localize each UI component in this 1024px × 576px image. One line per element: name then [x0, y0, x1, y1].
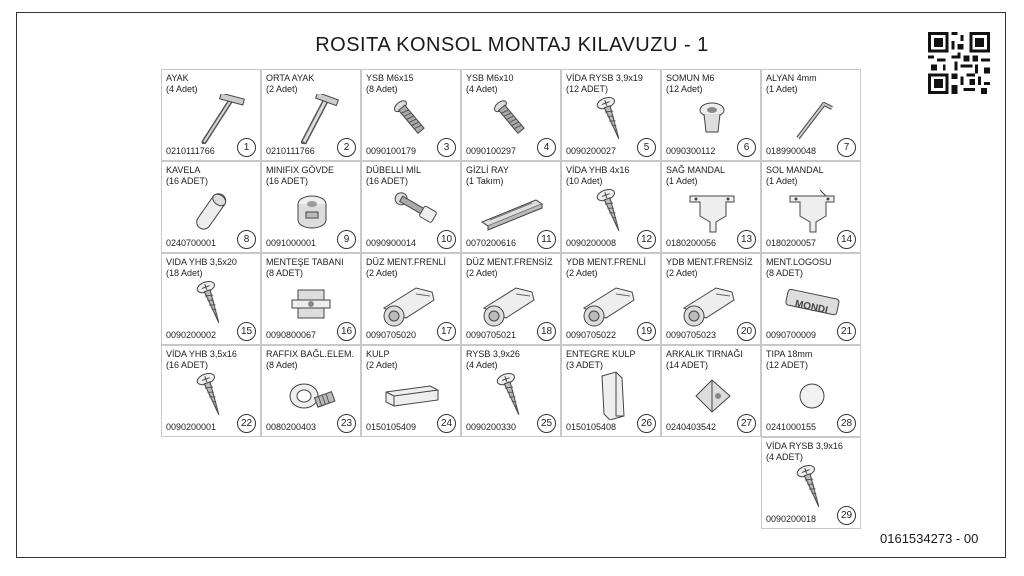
part-number: 15: [237, 322, 256, 341]
part-quantity: (2 Adet): [366, 268, 398, 278]
screw-icon: [576, 186, 648, 236]
part-cell: [461, 253, 561, 345]
part-quantity: (2 Adet): [266, 84, 298, 94]
part-quantity: (4 Adet): [466, 84, 498, 94]
part-cell: [161, 161, 261, 253]
part-code: 0090705020: [366, 330, 417, 340]
part-code: 0090200008: [566, 238, 617, 248]
part-number: 24: [437, 414, 456, 433]
part-name: SOMUN M6: [666, 73, 715, 83]
part-number: 29: [837, 506, 856, 525]
part-cell: [361, 161, 461, 253]
dowel-pin-icon: [376, 186, 448, 236]
part-code: 0150105409: [366, 422, 417, 432]
part-cell: [761, 437, 861, 529]
part-number: 13: [737, 230, 756, 249]
part-name: DÜBELLİ MİL: [366, 165, 422, 175]
part-code: 0090900014: [366, 238, 417, 248]
right-latch-icon: [676, 186, 748, 236]
shelf-connector-icon: [276, 370, 348, 420]
part-name: ENTEGRE KULP: [566, 349, 636, 359]
part-code: 0070200616: [466, 238, 517, 248]
part-cell: [461, 161, 561, 253]
part-name: MENT.LOGOSU: [766, 257, 832, 267]
part-cell: [261, 253, 361, 345]
part-quantity: (2 Adet): [666, 268, 698, 278]
part-number: 6: [737, 138, 756, 157]
part-number: 14: [837, 230, 856, 249]
part-number: 27: [737, 414, 756, 433]
part-quantity: (4 Adet): [466, 360, 498, 370]
part-number: 2: [337, 138, 356, 157]
part-name: ARKALIK TIRNAĞI: [666, 349, 743, 359]
part-cell: [361, 69, 461, 161]
part-number: 23: [337, 414, 356, 433]
document-code: 0161534273 - 00: [880, 531, 979, 546]
part-code: 0090200027: [566, 146, 617, 156]
part-cell: [161, 69, 261, 161]
part-code: 0240403542: [666, 422, 717, 432]
part-number: 9: [337, 230, 356, 249]
part-code: 0090200330: [466, 422, 517, 432]
part-quantity: (1 Adet): [666, 176, 698, 186]
part-name: AYAK: [166, 73, 189, 83]
part-cell: [761, 345, 861, 437]
screw-icon: [476, 370, 548, 420]
part-cell: [561, 69, 661, 161]
part-name: VİDA YHB 3,5x16: [166, 349, 237, 359]
part-cell: [661, 253, 761, 345]
bolt-icon: [476, 94, 548, 144]
part-number: 16: [337, 322, 356, 341]
hinge-logo-icon: [776, 278, 848, 328]
hinge-plate-icon: [276, 278, 348, 328]
drawer-rail-icon: [476, 186, 548, 236]
part-name: MENTEŞE TABANI: [266, 257, 344, 267]
part-name: KULP: [366, 349, 390, 359]
part-number: 26: [637, 414, 656, 433]
part-name: ALYAN 4mm: [766, 73, 817, 83]
part-code: 0180200057: [766, 238, 817, 248]
part-quantity: (12 ADET): [566, 84, 609, 94]
part-number: 12: [637, 230, 656, 249]
part-code: 0091000001: [266, 238, 317, 248]
part-quantity: (1 Adet): [766, 176, 798, 186]
dowel-icon: [176, 186, 248, 236]
part-quantity: (14 ADET): [666, 360, 709, 370]
part-number: 17: [437, 322, 456, 341]
leg-icon: [176, 94, 248, 144]
left-latch-icon: [776, 186, 848, 236]
part-name: YDB MENT.FRENSİZ: [666, 257, 753, 267]
screw-icon: [776, 462, 848, 512]
part-number: 4: [537, 138, 556, 157]
part-number: 10: [437, 230, 456, 249]
page-title: ROSITA KONSOL MONTAJ KILAVUZU - 1: [315, 34, 709, 56]
part-name: DÜZ MENT.FRENSİZ: [466, 257, 553, 267]
part-cell: [261, 161, 361, 253]
part-code: 0090800067: [266, 330, 317, 340]
cap-icon: [776, 370, 848, 420]
part-number: 18: [537, 322, 556, 341]
part-quantity: (16 ADET): [166, 176, 209, 186]
part-code: 0090200002: [166, 330, 217, 340]
part-number: 3: [437, 138, 456, 157]
part-quantity: (8 Adet): [266, 360, 298, 370]
part-cell: [161, 345, 261, 437]
part-code: 0090300112: [666, 146, 716, 156]
part-cell: [661, 345, 761, 437]
part-cell: [261, 345, 361, 437]
bolt-icon: [376, 94, 448, 144]
part-quantity: (1 Adet): [766, 84, 798, 94]
part-cell: [461, 69, 561, 161]
part-code: 0090705022: [566, 330, 617, 340]
part-code: 0090100297: [466, 146, 517, 156]
part-name: VİDA RYSB 3,9x16: [766, 441, 843, 451]
part-quantity: (8 ADET): [766, 268, 804, 278]
part-cell: [561, 253, 661, 345]
part-name: RAFFIX BAĞL.ELEM.: [266, 349, 355, 359]
screw-icon: [176, 278, 248, 328]
part-name: YSB M6x15: [366, 73, 414, 83]
part-cell: [361, 253, 461, 345]
part-code: 0090700009: [766, 330, 817, 340]
part-name: MINIFIX GÖVDE: [266, 165, 335, 175]
part-number: 28: [837, 414, 856, 433]
integrated-handle-icon: [576, 370, 648, 420]
screw-icon: [576, 94, 648, 144]
part-name: SOL MANDAL: [766, 165, 824, 175]
part-cell: [661, 69, 761, 161]
part-quantity: (4 Adet): [166, 84, 198, 94]
part-number: 8: [237, 230, 256, 249]
part-quantity: (2 Adet): [466, 268, 498, 278]
cam-lock-icon: [276, 186, 348, 236]
part-quantity: (3 ADET): [566, 360, 604, 370]
part-code: 0240700001: [166, 238, 217, 248]
part-quantity: (4 ADET): [766, 452, 804, 462]
part-code: 0090200001: [166, 422, 217, 432]
part-name: TIPA 18mm: [766, 349, 813, 359]
part-cell: [361, 345, 461, 437]
part-code: 0090705021: [466, 330, 517, 340]
part-quantity: (12 ADET): [766, 360, 809, 370]
part-code: 0090100179: [366, 146, 417, 156]
nut-icon: [676, 94, 748, 144]
part-cell: [761, 253, 861, 345]
hinge-icon: [476, 278, 548, 328]
part-code: 0210111766: [266, 146, 315, 156]
part-number: 5: [637, 138, 656, 157]
part-name: KAVELA: [166, 165, 201, 175]
part-cell: [761, 69, 861, 161]
part-code: 0180200056: [666, 238, 717, 248]
part-number: 25: [537, 414, 556, 433]
part-quantity: (8 Adet): [366, 84, 398, 94]
back-panel-clip-icon: [676, 370, 748, 420]
part-name: GİZLİ RAY: [466, 165, 509, 175]
part-name: DÜZ MENT.FRENLİ: [366, 257, 447, 267]
part-code: 0090705023: [666, 330, 717, 340]
part-quantity: (10 Adet): [566, 176, 603, 186]
part-quantity: (12 Adet): [666, 84, 703, 94]
part-code: 0080200403: [266, 422, 317, 432]
part-name: VİDA YHB 4x16: [566, 165, 630, 175]
part-quantity: (2 Adet): [566, 268, 598, 278]
part-cell: [761, 161, 861, 253]
part-number: 19: [637, 322, 656, 341]
handle-icon: [376, 370, 448, 420]
part-quantity: (18 Adet): [166, 268, 203, 278]
part-code: 0189900048: [766, 146, 817, 156]
qr-code-icon: [928, 32, 990, 94]
part-code: 0150105408: [566, 422, 617, 432]
part-number: 20: [737, 322, 756, 341]
part-name: YDB MENT.FRENLİ: [566, 257, 647, 267]
hinge-icon: [676, 278, 748, 328]
part-name: SAĞ MANDAL: [666, 165, 726, 175]
part-name: VIDA YHB 3,5x20: [166, 257, 237, 267]
part-name: RYSB 3,9x26: [466, 349, 520, 359]
part-quantity: (16 ADET): [366, 176, 409, 186]
part-code: 0090200018: [766, 514, 817, 524]
allen-key-icon: [776, 94, 848, 144]
part-number: 11: [537, 230, 556, 249]
hinge-icon: [576, 278, 648, 328]
screw-icon: [176, 370, 248, 420]
part-name: YSB M6x10: [466, 73, 514, 83]
part-cell: [161, 253, 261, 345]
part-quantity: (8 ADET): [266, 268, 304, 278]
part-cell: [561, 345, 661, 437]
part-name: VİDA RYSB 3,9x19: [566, 73, 643, 83]
middle-leg-icon: [276, 94, 348, 144]
part-quantity: (2 Adet): [366, 360, 398, 370]
part-quantity: (16 ADET): [266, 176, 309, 186]
part-number: 7: [837, 138, 856, 157]
part-code: 0210111766: [166, 146, 215, 156]
part-quantity: (16 ADET): [166, 360, 209, 370]
part-cell: [661, 161, 761, 253]
part-name: ORTA AYAK: [266, 73, 315, 83]
part-quantity: (1 Takım): [466, 176, 504, 186]
part-cell: [461, 345, 561, 437]
part-number: 1: [237, 138, 256, 157]
part-cell: [261, 69, 361, 161]
part-number: 22: [237, 414, 256, 433]
part-code: 0241000155: [766, 422, 817, 432]
part-cell: [561, 161, 661, 253]
hinge-icon: [376, 278, 448, 328]
hinge-logo-text: MONDI: [793, 298, 829, 317]
part-number: 21: [837, 322, 856, 341]
